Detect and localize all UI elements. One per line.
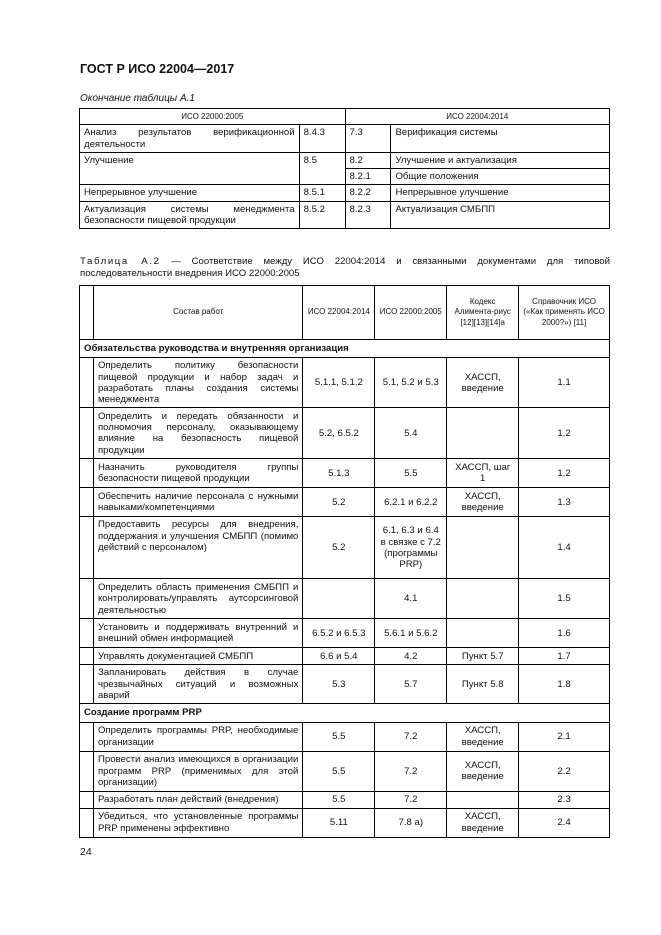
table-row [80, 751, 610, 791]
document-title: ГОСТ Р ИСО 22004—2017 [80, 62, 235, 76]
task-cell: Определить и передать обязанности и полномочия персоналу, оказывающему влияние на безопасность пищевой продукции [93, 408, 302, 459]
table-cell [447, 408, 519, 459]
table-cell: Пункт 5.7 [447, 648, 519, 665]
table-cell: 5.5 [303, 751, 375, 791]
table-cell: 7.3 [345, 125, 391, 153]
table-cell: 5.5 [375, 459, 447, 488]
table-row [80, 808, 610, 837]
task-cell: Убедиться, что установленные программы PRP применены эффективно [93, 808, 302, 837]
table-cell: 5.5 [303, 722, 375, 751]
table2-header: Кодекс Алимента-риус [12][13][14]а [447, 286, 519, 340]
table2-caption [80, 256, 610, 280]
table-cell: 6.5.2 и 6.5.3 [303, 619, 375, 648]
table-cell-empty [80, 791, 94, 808]
table-cell: 5.1.3 [303, 459, 375, 488]
table-cell: 5.1, 5.2 и 5.3 [375, 358, 447, 408]
task-cell: Определить область применения СМБПП и контролировать/управлять аутсорсинговой деятельностью [93, 579, 302, 619]
table-cell: 5.11 [303, 808, 375, 837]
table1-header-iso22000: ИСО 22000:2005 [80, 109, 346, 125]
table-cell: ХАССП, введение [447, 722, 519, 751]
table-a2 [79, 285, 610, 838]
table-cell: 1.3 [519, 488, 610, 517]
table-row [80, 579, 610, 619]
table-cell: ХАССП, введение [447, 358, 519, 408]
table-cell: 1.6 [519, 619, 610, 648]
table-cell-empty [80, 648, 94, 665]
table-cell: 8.5 [299, 152, 345, 185]
table-cell: 8.2.1 [345, 169, 391, 185]
table-cell: 2.3 [519, 791, 610, 808]
table2-header: ИСО 22004:2014 [303, 286, 375, 340]
task-cell: Установить и поддерживать внутренний и внешний обмен информацией [93, 619, 302, 648]
task-cell: Определить программы PRP, необходимые организации [93, 722, 302, 751]
table-row [80, 665, 610, 704]
table-cell: 2.4 [519, 808, 610, 837]
table-cell: Улучшение и актуализация [391, 152, 610, 168]
table-cell: 1.7 [519, 648, 610, 665]
table-cell: Верификация системы [391, 125, 610, 153]
table-cell: 1.8 [519, 665, 610, 704]
table-row [80, 619, 610, 648]
table-cell: 1.2 [519, 459, 610, 488]
table-cell-empty [80, 286, 94, 340]
table2-header: Состав работ [93, 286, 302, 340]
table-cell: 8.4.3 [299, 125, 345, 153]
table-row [80, 201, 610, 229]
table-cell: Актуализация системы менеджмента безопасности пищевой продукции [80, 201, 300, 229]
table-row [80, 152, 610, 168]
task-cell: Назначить руководителя группы безопасности пищевой продукции [93, 459, 302, 488]
table-cell-empty [80, 808, 94, 837]
table-cell: 4.2 [375, 648, 447, 665]
table-cell: 5.5 [303, 791, 375, 808]
table-cell-empty [80, 722, 94, 751]
table-cell: ХАССП, введение [447, 488, 519, 517]
table-cell: 1.4 [519, 517, 610, 579]
table-row [80, 648, 610, 665]
table-cell: 7.2 [375, 791, 447, 808]
table-cell: 5.1.1, 5.1.2 [303, 358, 375, 408]
table-cell: 6.6 и 5.4 [303, 648, 375, 665]
table-cell: 5.4 [375, 408, 447, 459]
page-number: 24 [80, 846, 92, 858]
table-cell: Непрерывное улучшение [80, 185, 300, 201]
table-cell: Улучшение [80, 152, 300, 185]
table-cell: 8.2 [345, 152, 391, 168]
task-cell: Управлять документацией СМБПП [93, 648, 302, 665]
table2-header: ИСО 22000:2005 [375, 286, 447, 340]
table-cell: Общие положения [391, 169, 610, 185]
table-row [80, 358, 610, 408]
table1-header-iso22004: ИСО 22004:2014 [345, 109, 609, 125]
task-cell: Запланировать действия в случае чрезвычайных ситуаций и возможных аварий [93, 665, 302, 704]
table-cell-empty [80, 751, 94, 791]
table-cell: Непрерывное улучшение [391, 185, 610, 201]
table-cell: 1.1 [519, 358, 610, 408]
table-cell: 5.3 [303, 665, 375, 704]
table-cell-empty [80, 579, 94, 619]
table-cell-empty [80, 408, 94, 459]
table-row [80, 517, 610, 579]
table-cell: ХАССП, шаг 1 [447, 459, 519, 488]
section-heading: Обязательства руководства и внутренняя организация [80, 340, 610, 358]
table-row [80, 459, 610, 488]
task-cell: Разработать план действий (внедрения) [93, 791, 302, 808]
table-cell: 8.2.2 [345, 185, 391, 201]
table-cell: 7.2 [375, 751, 447, 791]
table-cell: 5.7 [375, 665, 447, 704]
table-cell-empty [80, 358, 94, 408]
table-cell: 2.1 [519, 722, 610, 751]
table-cell: 5.6.1 и 5.6.2 [375, 619, 447, 648]
table-row [80, 185, 610, 201]
table-cell [447, 517, 519, 579]
table-row [80, 125, 610, 153]
table-cell: 8.5.2 [299, 201, 345, 229]
table-cell: 7.2 [375, 722, 447, 751]
task-cell: Провести анализ имеющихся в организации программ PRP (применимых для этой организации) [93, 751, 302, 791]
table2-header: Справочник ИСО («Как применять ИСО 2000?») [11] [519, 286, 610, 340]
table-cell-empty [80, 517, 94, 579]
table-cell: 7.8 а) [375, 808, 447, 837]
table2-caption-text: — Соответствие между ИСО 22004:2014 и связанными документами для типовой последовательности внедрения ИСО 22000:2005 [80, 256, 610, 279]
table-cell: ХАССП, введение [447, 751, 519, 791]
table-cell [447, 791, 519, 808]
table-cell: 4.1 [375, 579, 447, 619]
table-cell: 5.2, 6.5.2 [303, 408, 375, 459]
table-cell: 1.5 [519, 579, 610, 619]
table-row [80, 408, 610, 459]
table-cell: 8.2.3 [345, 201, 391, 229]
task-cell: Предоставить ресурсы для внедрения, поддержания и улучшения СМБПП (помимо действий с персоналом) [93, 517, 302, 579]
table-cell: Пункт 5.8 [447, 665, 519, 704]
table-cell [447, 619, 519, 648]
task-cell: Обеспечить наличие персонала с нужными навыками/компетенциями [93, 488, 302, 517]
table-cell: 6.2.1 и 6.2.2 [375, 488, 447, 517]
table-cell: ХАССП, введение [447, 808, 519, 837]
table-a1-ending [79, 108, 610, 229]
table-cell: Анализ результатов верификационной деятельности [80, 125, 300, 153]
section-heading: Создание программ PRP [80, 704, 610, 722]
table-cell: 6.1, 6.3 и 6.4 в связке с 7.2 (программы PRP) [375, 517, 447, 579]
table-cell-empty [80, 488, 94, 517]
table-cell: 2.2 [519, 751, 610, 791]
table-row [80, 791, 610, 808]
table-cell: 5.2 [303, 517, 375, 579]
table-cell: 8.5.1 [299, 185, 345, 201]
table-cell-empty [80, 665, 94, 704]
table-row [80, 488, 610, 517]
table-cell-empty [80, 459, 94, 488]
table-cell [447, 579, 519, 619]
table2-caption-prefix: Таблица А.2 [80, 256, 161, 267]
table-cell-empty [80, 619, 94, 648]
table-row [80, 722, 610, 751]
table-cell: Актуализация СМБПП [391, 201, 610, 229]
table-cell: 5.2 [303, 488, 375, 517]
table-cell [303, 579, 375, 619]
task-cell: Определить политику безопасности пищевой продукции и набор задач и разработать планы создания системы менеджмента [93, 358, 302, 408]
table1-caption: Окончание таблицы А.1 [80, 93, 195, 104]
table-cell: 1.2 [519, 408, 610, 459]
